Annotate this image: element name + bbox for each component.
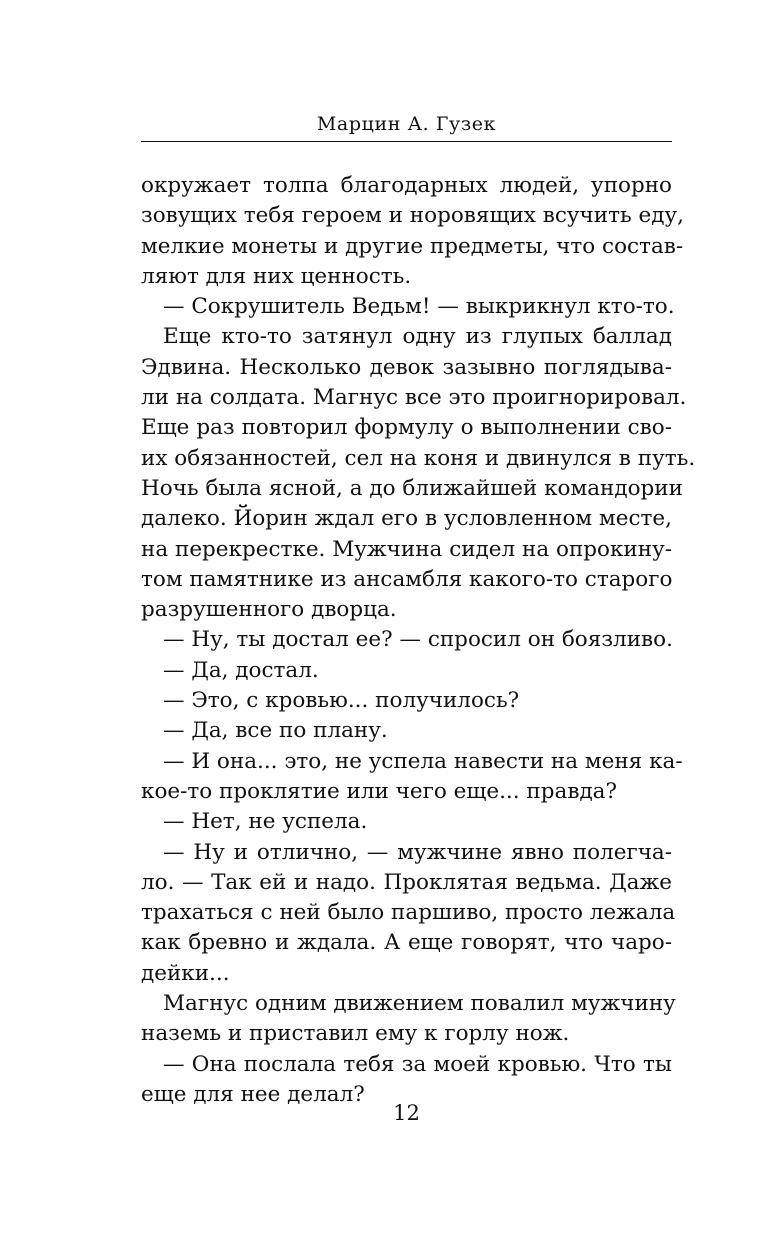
text-line: зовущих тебя героем и норовящих всучить еду,	[141, 203, 684, 229]
text-line: их обязанностей, сел на коня и двинулся в путь.	[141, 445, 696, 471]
text-line: Эдвина. Несколько девок зазывно поглядыва-	[141, 354, 672, 380]
text-line: разрушенного дворца.	[141, 597, 397, 623]
text-line: окружает толпа благодарных людей, упорно	[141, 173, 672, 198]
page-number: 12	[393, 1101, 420, 1125]
text-line: дейки...	[141, 960, 230, 986]
text-line: ли на солдата. Магнус все это проигнорировал.	[141, 385, 687, 411]
text-line: Ночь была ясной, а до ближайшей командории	[141, 475, 683, 501]
header-rule	[141, 141, 672, 142]
text-line: — Ну, ты достал ее? — спросил он боязливо.	[163, 627, 673, 653]
text-line: наземь и приставил ему к горлу нож.	[141, 1021, 570, 1047]
text-line: мелкие монеты и другие предметы, что состав-	[141, 233, 684, 259]
text-line: — Она послала тебя за моей кровью. Что ты	[163, 1051, 672, 1077]
text-line: еще для нее делал?	[141, 1081, 365, 1107]
text-line: ляют для них ценность.	[141, 263, 412, 289]
text-line: ло. — Так ей и надо. Проклятая ведьма. Даже	[141, 869, 672, 895]
text-line: — И она... это, не успела навести на меня ка-	[163, 748, 683, 774]
text-line: далеко. Йорин ждал его в условленном месте,	[141, 506, 672, 532]
text-line: — Да, все по плану.	[163, 718, 388, 744]
text-line: Еще кто-то затянул одну из глупых баллад	[163, 324, 672, 350]
text-line: — Да, достал.	[163, 657, 319, 683]
text-line: — Нет, не успела.	[163, 809, 368, 835]
running-head: Марцин А. Гузек	[316, 113, 497, 135]
text-line: Еще раз повторил формулу о выполнении сво-	[141, 415, 672, 441]
text-line: как бревно и ждала. А еще говорят, что чаро-	[141, 930, 672, 956]
text-line: — Сокрушитель Ведьм! — выкрикнул кто-то.	[163, 294, 675, 320]
text-line: кое-то проклятие или чего еще... правда?	[141, 778, 618, 804]
text-line: на перекрестке. Мужчина сидел на опрокину-	[141, 536, 672, 562]
text-line: — Это, с кровью... получилось?	[163, 688, 520, 714]
text-line: Магнус одним движением повалил мужчину	[163, 991, 676, 1017]
text-line: трахаться с ней было паршиво, просто лежала	[141, 900, 676, 926]
body-text	[141, 171, 696, 1110]
text-line: том памятнике из ансамбля какого-то старого	[141, 566, 673, 592]
text-line: — Ну и отлично, — мужчине явно полегча-	[163, 839, 672, 865]
